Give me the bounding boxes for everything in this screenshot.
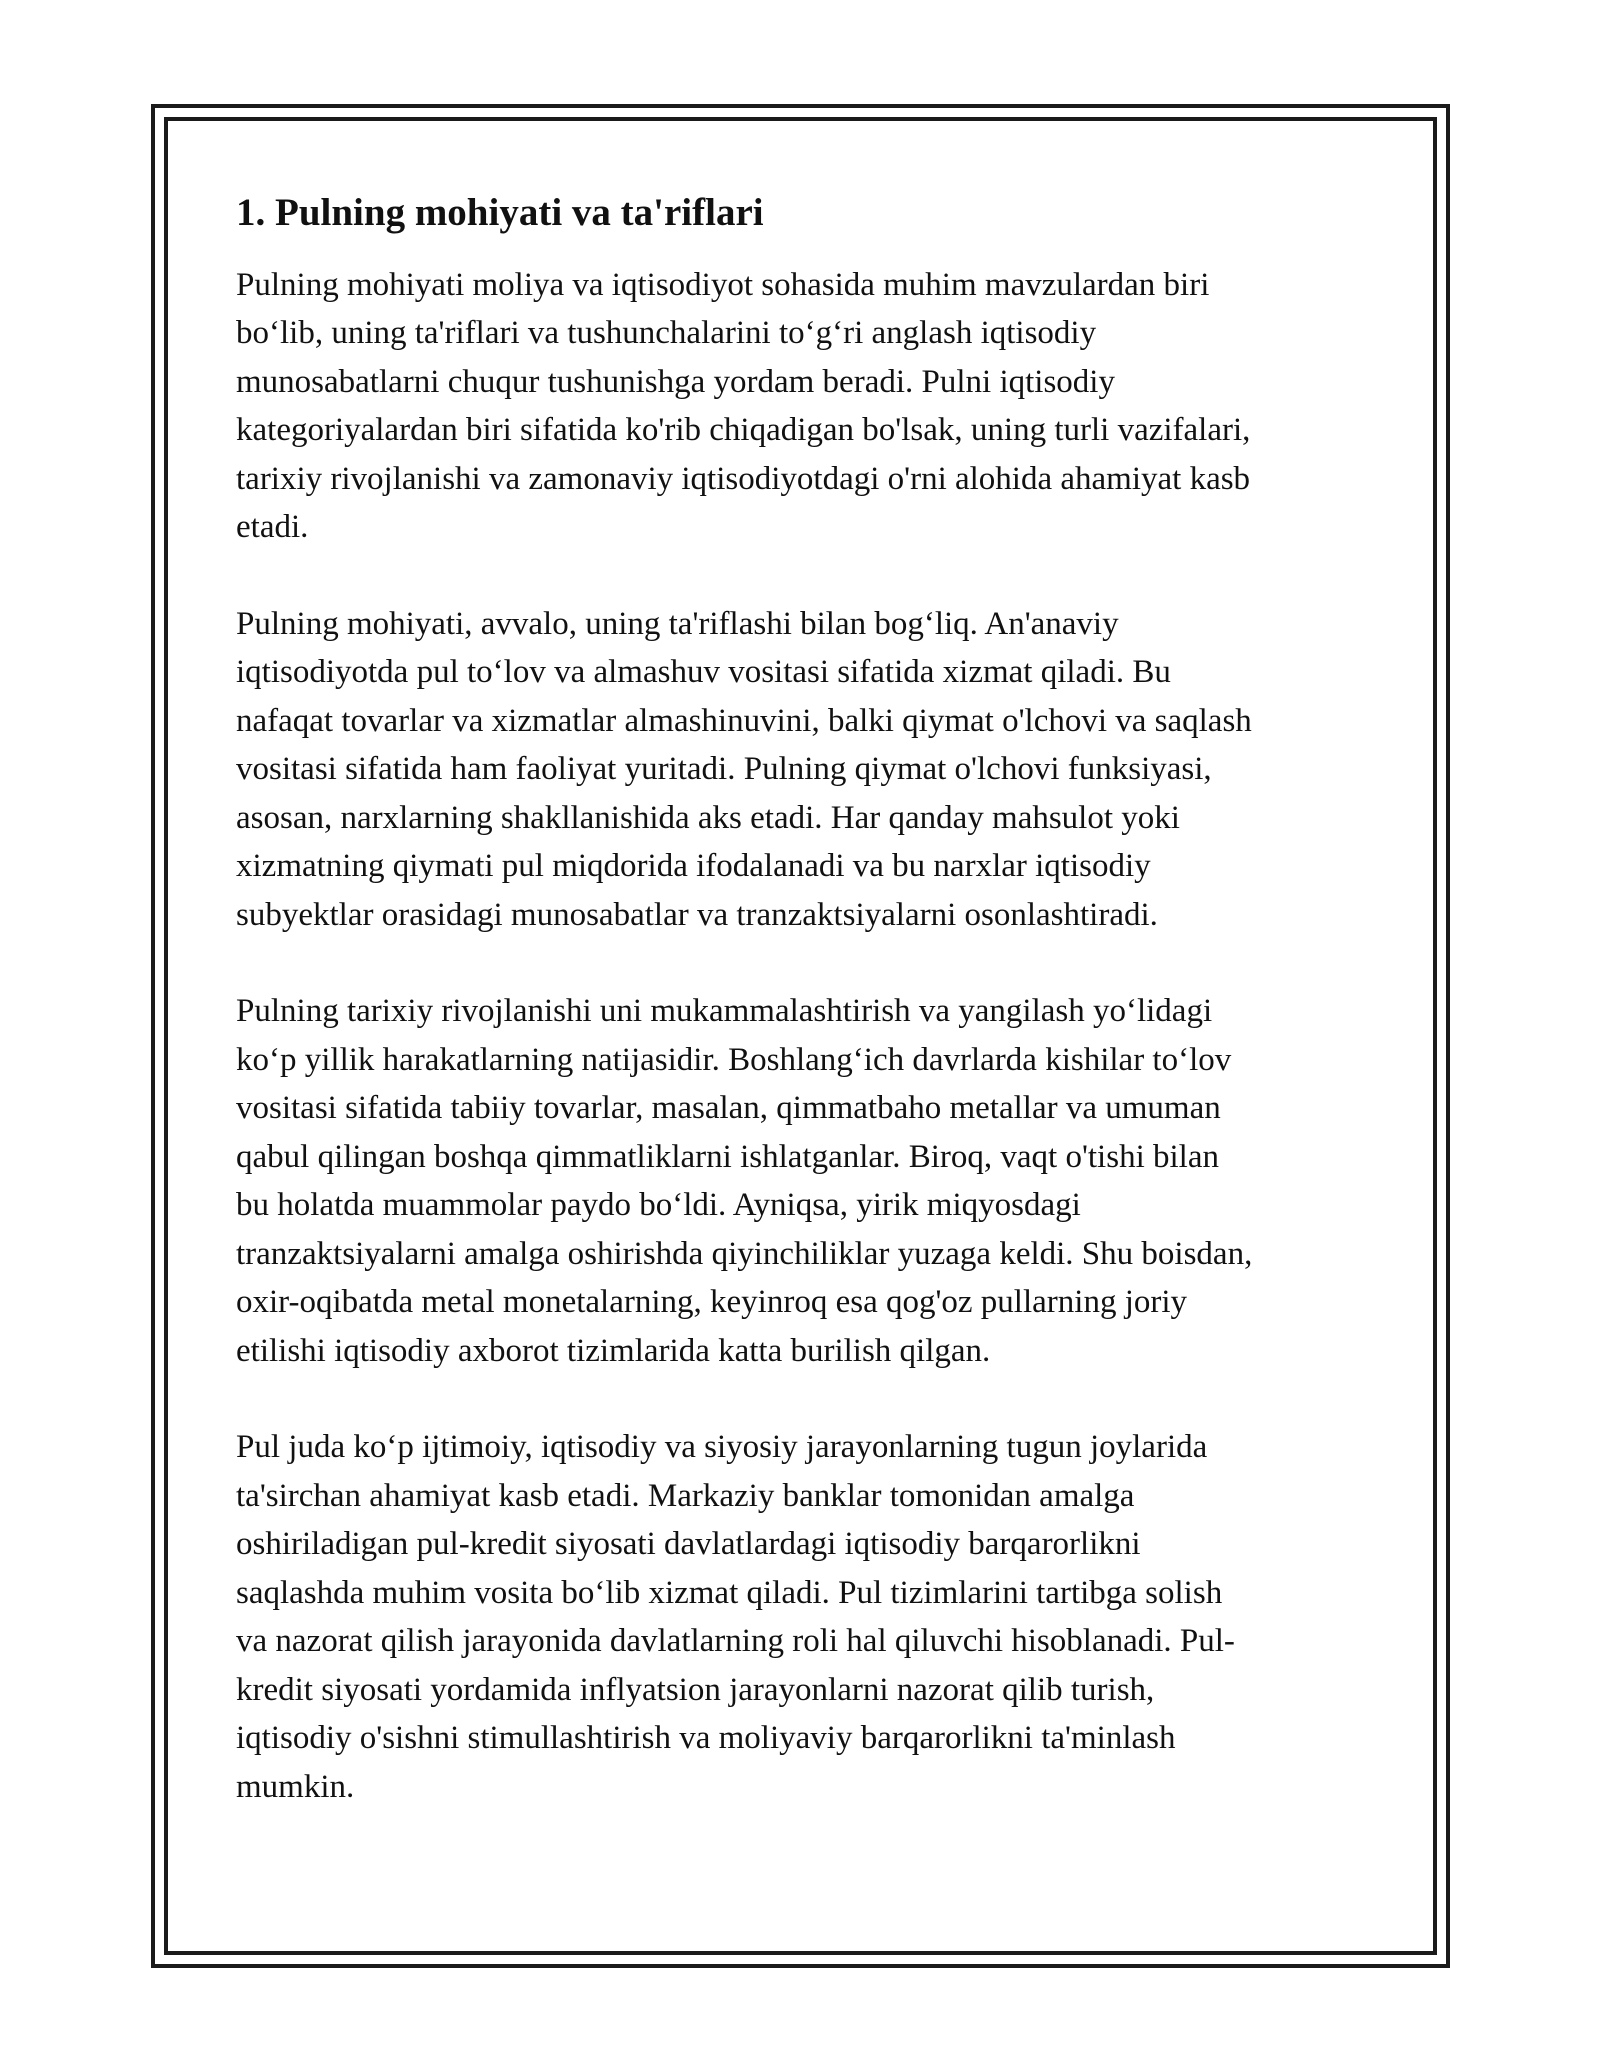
paragraph-2: Pulning mohiyati, avvalo, uning ta'riflashi bilan bog‘liq. An'anaviy iqtisodiyotda pul to‘lov va almashuv vositasi sifatida xizmat qiladi. Bu nafaqat tovarlar va xizmatlar almashinuvini, balki qiymat o'lchovi va saqlash vositasi sifatida ham faoliyat yuritadi. Pulning qiymat o'lchovi funksiyasi, asosan, narxlarning shakllanishida aks etadi. Har qanday mahsulot yoki xizmatning qiymati pul miqdorida ifodalanadi va bu narxlar iqtisodiy subyektlar orasidagi munosabatlar va tranzaktsiyalarni osonlashtiradi. (236, 605, 1252, 933)
paragraph-1: Pulning mohiyati moliya va iqtisodiyot sohasida muhim mavzulardan biri bo‘lib, uning ta'riflari va tushunchalarini to‘g‘ri anglash iqtisodiy munosabatlarni chuqur tushunishga yordam beradi. Pulni iqtisodiy kategoriyalardan biri sifatida ko'rib chiqadigan bo'lsak, uning turli vazifalari, tarixiy rivojlanishi va zamonaviy iqtisodiyotdagi o'rni alohida ahamiyat kasb etadi. (236, 266, 1251, 546)
document-body (236, 188, 1366, 1859)
paragraph-4: Pul juda ko‘p ijtimoiy, iqtisodiy va siyosiy jarayonlarning tugun joylarida ta'sirchan ahamiyat kasb etadi. Markaziy banklar tomonidan amalga oshiriladigan pul-kredit siyosati davlatlardagi iqtisodiy barqarorlikni saqlashda muhim vosita bo‘lib xizmat qiladi. Pul tizimlarini tartibga solish va nazorat qilish jarayonida davlatlarning roli hal qiluvchi hisoblanadi. Pul- kredit siyosati yordamida inflyatsion jarayonlarni nazorat qilib turish, iqtisodiy o'sishni stimullashtirish va moliyaviy barqarorlikni ta'minlash mumkin. (236, 1429, 1235, 1805)
section-heading: 1. Pulning mohiyati va ta'riflari (236, 191, 764, 234)
paragraph-3: Pulning tarixiy rivojlanishi uni mukammalashtirish va yangilash yo‘lidagi ko‘p yillik harakatlarning natijasidir. Boshlang‘ich davrlarda kishilar to‘lov vositasi sifatida tabiiy tovarlar, masalan, qimmatbaho metallar va umuman qabul qilingan boshqa qimmatliklarni ishlatganlar. Biroq, vaqt o'tishi bilan bu holatda muammolar paydo bo‘ldi. Ayniqsa, yirik miqyosdagi tranzaktsiyalarni amalga oshirishda qiyinchiliklar yuzaga keldi. Shu boisdan, oxir-oqibatda metal monetalarning, keyinroq esa qog'oz pullarning joriy etilishi iqtisodiy axborot tizimlarida katta burilish qilgan. (236, 993, 1253, 1369)
